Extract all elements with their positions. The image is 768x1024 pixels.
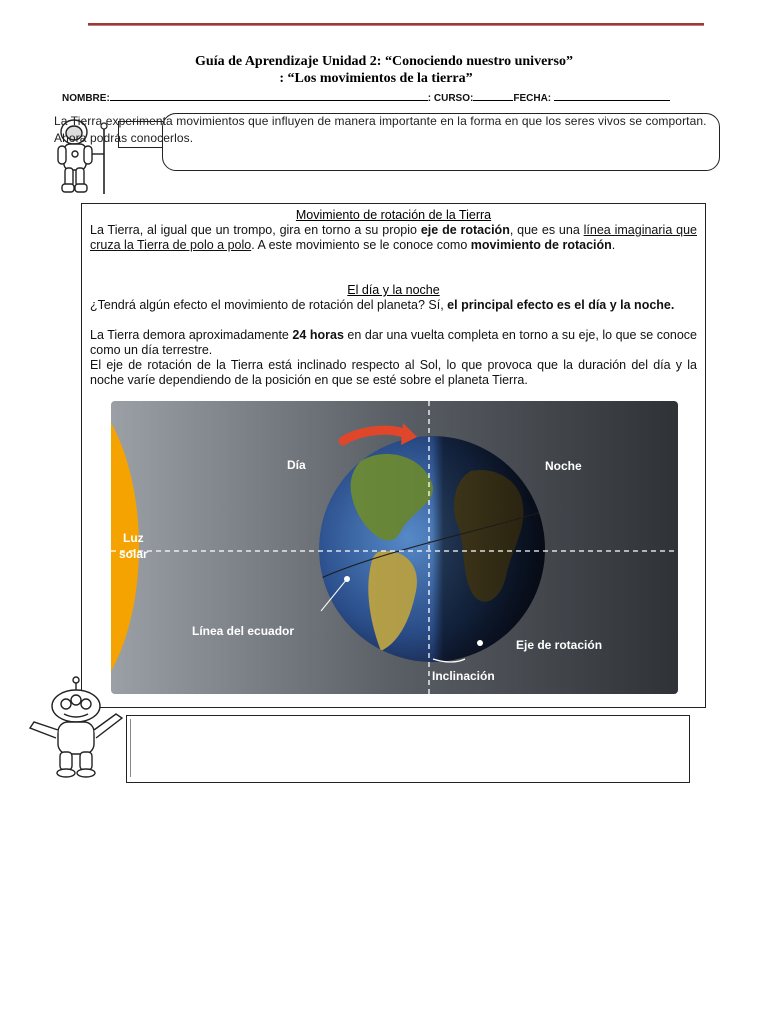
label-ecuador: Línea del ecuador <box>192 624 295 638</box>
daynight-question <box>90 298 697 313</box>
curso-label: : CURSO: <box>427 93 474 104</box>
text-span-bold: movimiento de rotación <box>470 238 612 252</box>
text-span: . A este movimiento se le conoce como <box>251 238 471 252</box>
page-title: Guía de Aprendizaje Unidad 2: “Conociendo nuestro universo” <box>195 54 573 69</box>
text-span-underline: línea imaginaria que cruza la Tierra de polo a polo <box>90 223 697 252</box>
text-span: La Tierra demora aproximadamente <box>90 328 293 342</box>
answer-box-inner-line <box>130 719 685 777</box>
text-span-bold: 24 horas <box>292 328 344 342</box>
nombre-label: NOMBRE: <box>62 93 110 104</box>
axis-point <box>477 640 483 646</box>
earth-rotation-diagram <box>111 401 678 694</box>
text-span: , que es una <box>509 223 584 237</box>
daynight-hours <box>90 328 697 358</box>
text-span-bold: el principal efecto es el día y la noche. <box>447 298 675 312</box>
text-span: ¿Tendrá algún efecto el movimiento de rotación del planeta? Sí, <box>90 298 448 312</box>
rotation-heading: Movimiento de rotación de la Tierra <box>295 208 492 222</box>
label-eje: Eje de rotación <box>516 638 603 652</box>
text-span: en dar una vuelta completa en torno a su eje, lo que se conoce como un día terrestre. <box>90 328 698 357</box>
label-noche: Noche <box>545 459 582 473</box>
fecha-field[interactable] <box>554 91 670 101</box>
label-solar: solar <box>119 547 148 561</box>
page-subtitle: : “Los movimientos de la tierra” <box>279 71 473 86</box>
label-inclinacion: Inclinación <box>432 669 495 683</box>
text-span: . <box>611 238 616 252</box>
label-dia: Día <box>287 458 306 472</box>
earth-rotation-figure <box>111 401 678 694</box>
daynight-heading: El día y la noche <box>347 283 440 297</box>
fecha-label: FECHA: <box>513 93 552 104</box>
nombre-field[interactable] <box>110 91 428 101</box>
text-span: La Tierra, al igual que un trompo, gira en torno a su propio <box>90 223 421 237</box>
top-rule <box>88 23 704 26</box>
intro-text: La Tierra experimenta movimientos que influyen de manera importante en la forma en que los seres vivos se comportan. Ahora podrás conocerlos. <box>54 114 707 145</box>
text-span-bold: eje de rotación <box>420 223 510 237</box>
content-box <box>81 203 706 708</box>
daynight-axis: El eje de rotación de la Tierra está inclinado respecto al Sol, lo que provoca que la duración del día y la noche varíe dependiendo de la posición en que se esté sobre el planeta Tierra. <box>90 358 697 387</box>
student-fields <box>62 91 712 104</box>
alien-mascot-icon <box>24 676 128 780</box>
rotation-paragraph <box>90 223 697 253</box>
label-luz: Luz <box>123 531 144 545</box>
curso-field[interactable] <box>473 91 513 101</box>
